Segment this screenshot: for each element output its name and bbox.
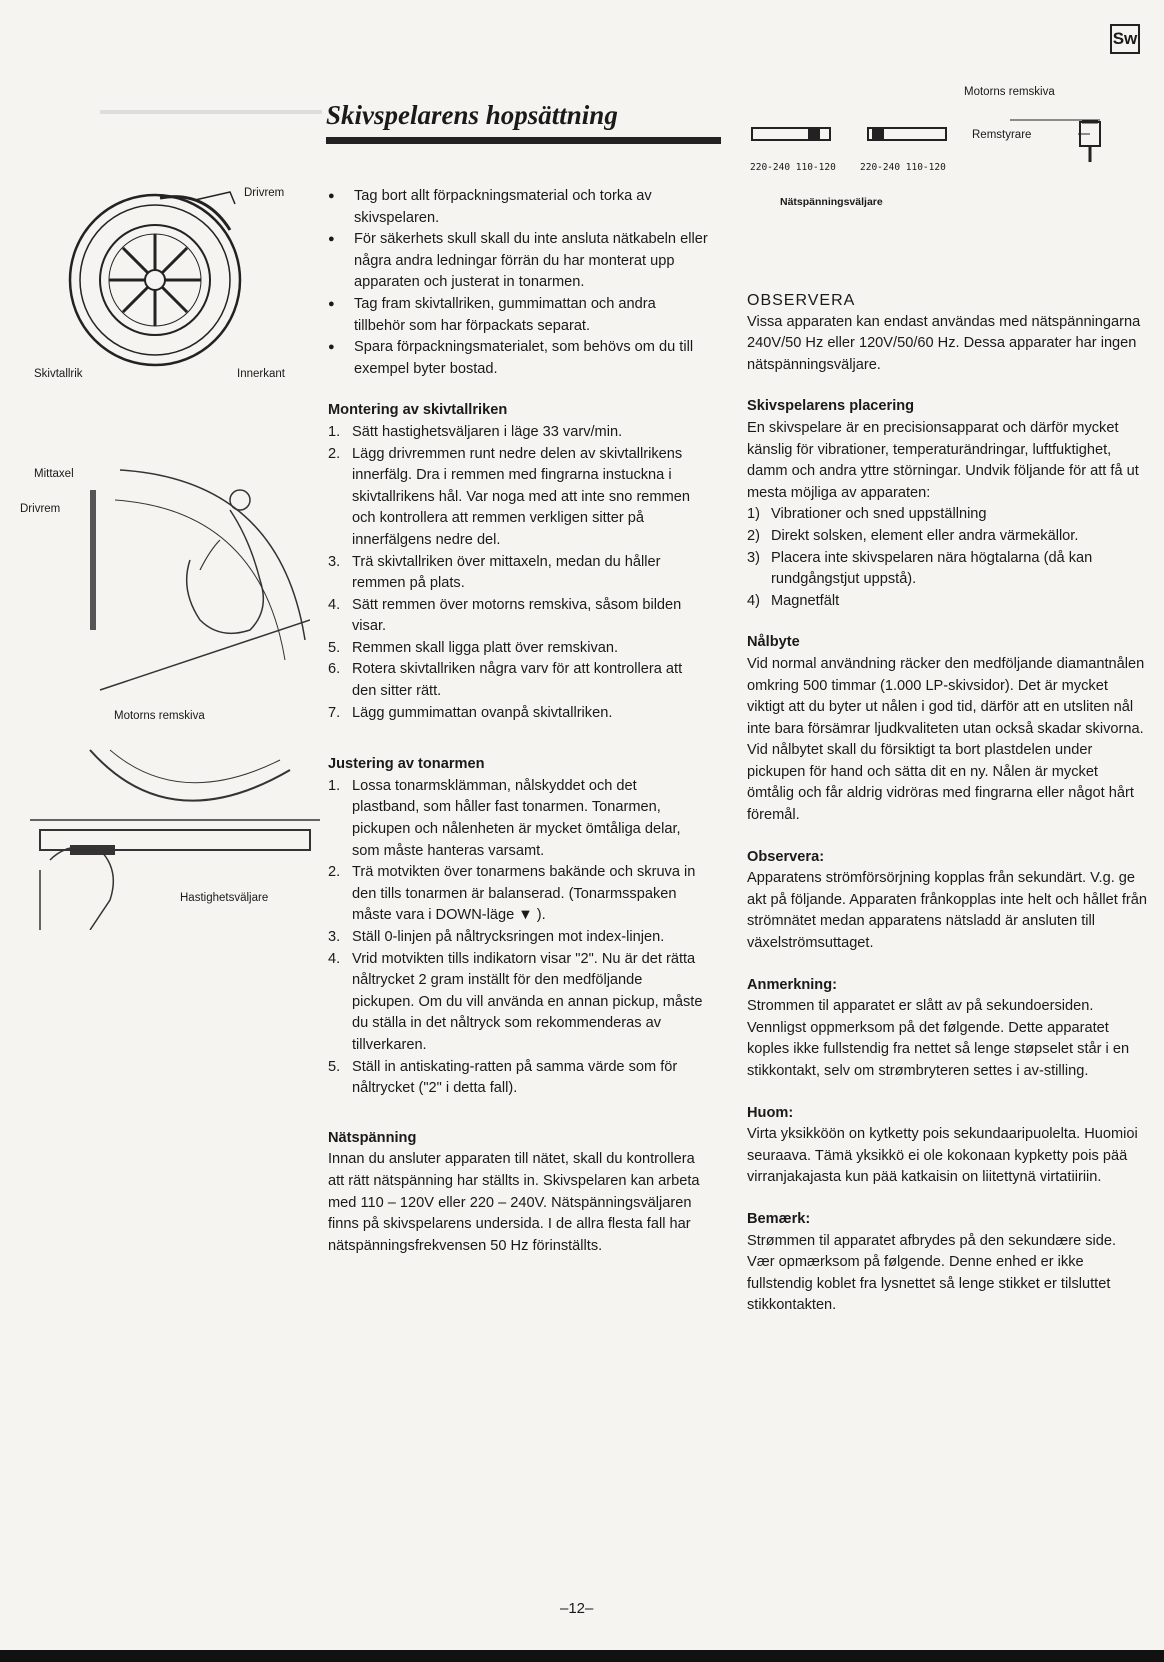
label-drivrem-mid: Drivrem (20, 503, 61, 515)
notes-column (747, 290, 1147, 1317)
montering-step (328, 659, 708, 702)
anmerkning-text: Strommen til apparatet er slått av på sekundoersiden. Vennligst oppmerksom på det følgende. Dette apparatet koples ikke fullstendig fra nettet så lenge støpselet står i en stikkontakt, selv om strømbryteren settes i av-stilling. (747, 998, 1130, 1079)
step-text: Ställ in antiskating-ratten på samma värde som för nåltrycket ("2" i detta fall). (352, 1058, 678, 1097)
label-skivtallrik: Skivtallrik (34, 368, 83, 380)
bemaerk-text: Strømmen til apparatet afbrydes på den sekundære side. Vær opmærksom på følgende. Denne enhed er ikke fullstendig koblet fra lysnettet så lenge stikket er tilsluttet stikkontakten. (747, 1232, 1117, 1314)
montering-step (328, 422, 708, 444)
placering-item (747, 591, 1147, 613)
justering-step (328, 1057, 708, 1100)
step-number: 5. (328, 1058, 341, 1075)
intro-bullet: ● Tag fram skivtallriken, gummimattan och andra tillbehör som har förpackats separat. (328, 294, 708, 337)
label-voltage-1: 220-240 110-120 (750, 162, 836, 173)
step-text: Vrid motvikten tills indikatorn visar "2". Nu är det rätta nåltrycket 2 gram inställt för den medföljande pickupen. Om du vill använda en annan pickup, måste du ställa in det nåltryck som rekommenderas av tillverkaren. (352, 950, 703, 1053)
label-innerkant: Innerkant (237, 368, 285, 380)
speed-selector-illustration (30, 730, 320, 930)
label-motorns-remskiva-top: Motorns remskiva (964, 86, 1055, 98)
label-drivrem-top: Drivrem (244, 187, 285, 199)
placering-heading: Skivspelarens placering (747, 398, 915, 415)
nalbyte-heading: Nålbyte (747, 634, 800, 651)
montering-step (328, 444, 708, 552)
placering-item (747, 504, 1147, 526)
step-number: 4. (328, 596, 341, 613)
label-natspanningsvaljare: Nätspänningsväljare (780, 196, 883, 208)
montering-step (328, 703, 708, 725)
justering-step (328, 949, 708, 1057)
huom-heading: Huom: (747, 1104, 794, 1121)
step-text: Lossa tonarmsklämman, nålskyddet och det plastband, som håller fast tonarmen. Tonarmen, pickupen och nålenheten är mycket ömtåliga delar, som måste hanteras varsamt. (352, 777, 681, 859)
step-number: 4. (328, 950, 341, 967)
assembly-column (328, 186, 708, 1257)
step-number: 2. (328, 445, 341, 462)
intro-bullets (328, 186, 708, 380)
step-text: Ställ 0-linjen på nåltrycksringen mot index-linjen. (352, 929, 665, 945)
step-number: 3. (328, 553, 341, 570)
voltage-selector-illustration (750, 100, 1120, 190)
montering-heading: Montering av skivtallriken (328, 402, 508, 419)
step-number: 7. (328, 704, 341, 721)
platter-illustration (55, 190, 255, 370)
step-number: 3. (328, 929, 341, 945)
item-number: 2) (747, 527, 760, 544)
item-number: 3) (747, 549, 760, 566)
step-text: Sätt hastighetsväljaren i läge 33 varv/min. (352, 423, 623, 440)
item-text: Direkt solsken, element eller andra värmekällor. (771, 527, 1079, 544)
step-number: 1. (328, 423, 341, 440)
natspanning-heading: Nätspänning (328, 1129, 417, 1146)
step-text: Sätt remmen över motorns remskiva, såsom bilden visar. (352, 596, 682, 635)
step-text: Lägg gummimattan ovanpå skivtallriken. (352, 704, 613, 721)
page-title: Skivspelarens hopsättning (326, 100, 618, 130)
placering-item (747, 548, 1147, 591)
intro-bullet: ● Tag bort allt förpackningsmaterial och torka av skivspelaren. (328, 186, 708, 229)
faint-rule (100, 110, 322, 114)
step-text: Trä motvikten över tonarmens bakände och skruva in den tills tonarmen är balanserad. (Tonarmsspaken måste vara i DOWN-läge ▼ ). (352, 864, 696, 924)
intro-bullet: ● För säkerhets skull skall du inte ansluta nätkabeln eller några andra ledningar förrän du har monterat upp apparaten och justerat in tonarmen. (328, 229, 708, 294)
step-text: Lägg drivremmen runt nedre delen av skivtallrikens innerfälg. Dra i remmen med fingrarna instuckna i skivtallrikens hål. Var noga med att inte sno remmen och kontrollera att remmen verkligen sitter på innerfälgens nedre del. (352, 445, 690, 548)
observera2-heading: Observera: (747, 848, 825, 865)
step-text: Trä skivtallriken över mittaxeln, medan du håller remmen på plats. (352, 553, 661, 592)
item-number: 1) (747, 506, 760, 523)
justering-step (328, 776, 708, 862)
bemaerk-heading: Bemærk: (747, 1210, 811, 1227)
label-voltage-2: 220-240 110-120 (860, 162, 946, 173)
huom-text: Virta yksikköön on kytketty pois sekundaaripuolelta. Huomioi seuraava. Tämä yksikkö ei ole kokonaan kypketty pois pää virranjakajasta kun pää katkaisin on liitettynä virtatiiriin. (747, 1126, 1138, 1186)
observera-heading: OBSERVERA (747, 292, 856, 309)
label-motorns-remskiva-left: Motorns remskiva (114, 710, 205, 722)
title-underline (326, 137, 721, 144)
montering-step (328, 638, 708, 660)
intro-bullet: ● Spara förpackningsmaterialet, som behövs om du till exempel byter bostad. (328, 337, 708, 380)
montering-step (328, 595, 708, 638)
bottom-edge (0, 1650, 1164, 1662)
observera2-text: Apparatens strömförsörjning kopplas från sekundärt. V.g. ge akt på följande. Apparaten frånkopplas inte helt och hållet från strömnätet medan apparatens nätsladd är ansluten till växelströmsuttaget. (747, 870, 1147, 952)
step-text: Remmen skall ligga platt över remskivan. (352, 639, 619, 656)
item-number: 4) (747, 592, 760, 609)
step-number: 6. (328, 661, 341, 678)
justering-step (328, 862, 708, 927)
placering-list (747, 504, 1147, 612)
item-text: Magnetfält (771, 592, 840, 609)
language-badge: Sw (1110, 24, 1140, 54)
placering-text: En skivspelare är en precisionsapparat och därför mycket känslig för vibrationer, temperaturändringar, luftfuktighet, damm och andra yttre störningar. Undvik följande för att få ut mesta möjliga av apparaten: (747, 419, 1139, 501)
observera-text: Vissa apparaten kan endast användas med nätspänningarna 240V/50 Hz eller 120V/50/60 Hz. Dessa apparater har ingen nätspänningsväljare. (747, 313, 1141, 373)
step-number: 1. (328, 777, 341, 794)
step-number: 2. (328, 864, 341, 881)
justering-step (328, 927, 708, 949)
step-number: 5. (328, 639, 341, 656)
justering-steps (328, 776, 708, 1100)
montering-step (328, 552, 708, 595)
nalbyte-text: Vid normal användning räcker den medföljande diamantnålen omkring 500 timmar (1.000 LP-skivsidor). Det är mycket viktigt att du byter ut nålen i god tid, därför att en utsliten nål inte bara försämrar ljudkvaliteten utan också skadar skivorna. Vid nålbytet skall du försiktigt ta bort plastdelen under pickupen för hand och sätta dit en ny. Nålen är mycket ömtålig och får aldrig vidröras med fingrarna eller något hårt föremål. (747, 655, 1145, 824)
item-text: Vibrationer och sned uppställning (771, 506, 987, 523)
montering-steps (328, 422, 708, 724)
belt-illustration (60, 460, 310, 710)
label-hastighetsvaljare: Hastighetsväljare (180, 892, 269, 904)
placering-item (747, 526, 1147, 548)
natspanning-text: Innan du ansluter apparaten till nätet, skall du kontrollera att rätt nätspänning har ställts in. Skivspelaren kan arbeta med 110 – 120V eller 220 – 240V. Nätspänningsväljaren finns på skivspelarens undersida. I de allra flesta fall har nätspänningsfrekvensen 50 Hz förinställts. (328, 1151, 700, 1254)
label-remstyrare: Remstyrare (972, 129, 1032, 141)
item-text: Placera inte skivspelaren nära högtalarna (då kan rundgångstjut uppstå). (771, 549, 1093, 588)
justering-heading: Justering av tonarmen (328, 756, 485, 773)
label-mittaxel: Mittaxel (34, 468, 74, 480)
step-text: Rotera skivtallriken några varv för att kontrollera att den sitter rätt. (352, 661, 683, 700)
anmerkning-heading: Anmerkning: (747, 976, 837, 993)
page-number: –12– (560, 1600, 594, 1617)
